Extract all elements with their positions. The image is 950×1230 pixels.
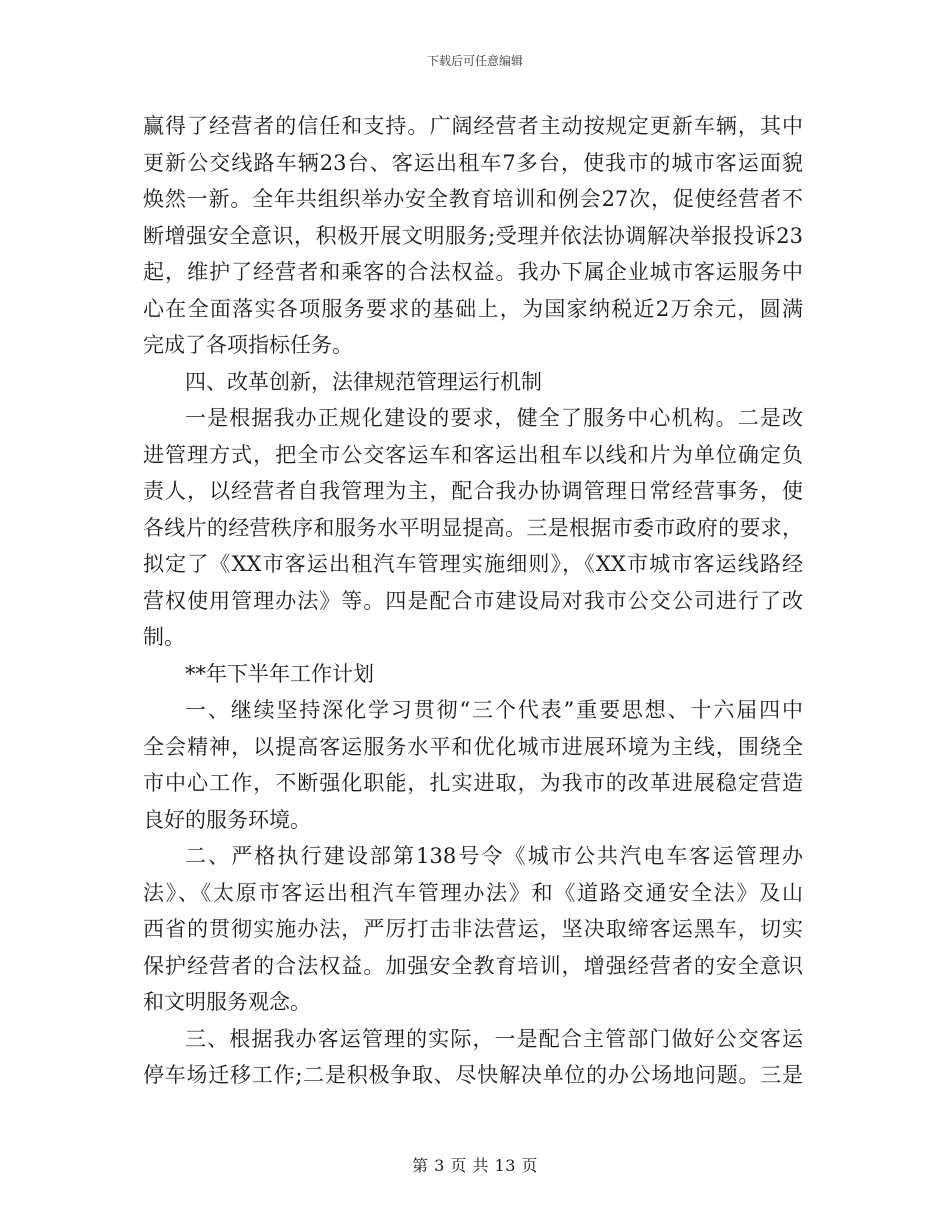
text-line: 西省的贯彻实施办法，严厉打击非法营运，坚决取缔客运黑车，切实 [143, 917, 803, 941]
text-line: 起，维护了经营者和乘客的合法权益。我办下属企业城市客运服务中 [143, 260, 803, 284]
text-line: 营权使用管理办法》等。四是配合市建设局对我市公交公司进行了改 [143, 588, 803, 613]
text-line: 拟定了《XX市客运出租汽车管理实施细则》，《XX市城市客运线路经 [143, 552, 803, 576]
text-line: 法》、《太原市客运出租汽车管理办法》和《道路交通安全法》及山 [143, 880, 803, 905]
text-line: 一、继续坚持深化学习贯彻“三个代表”重要思想、十六届四中 [185, 698, 803, 722]
text-line: 制。 [143, 625, 185, 649]
text-line: 保护经营者的合法权益。加强安全教育培训，增强经营者的安全意识 [143, 953, 803, 978]
text-line: 责人，以经营者自我管理为主，配合我办协调管理日常经营事务，使 [143, 479, 803, 503]
text-line: 一是根据我办正规化建设的要求，健全了服务中心机构。二是改 [185, 406, 803, 430]
text-line: 二、严格执行建设部第138号令《城市公共汽电车客运管理办 [185, 844, 803, 868]
text-line: **年下半年工作计划 [185, 661, 374, 686]
text-line: 停车场迁移工作;二是积极争取、尽快解决单位的办公场地问题。三是 [143, 1063, 803, 1087]
text-line: 和文明服务观念。 [143, 990, 311, 1014]
text-line: 良好的服务环境。 [143, 807, 311, 832]
text-line: 焕然一新。全年共组织举办安全教育培训和例会27次，促使经营者不 [143, 187, 803, 211]
text-line: 赢得了经营者的信任和支持。广阔经营者主动按规定更新车辆，其中 [143, 114, 803, 138]
text-line: 全会精神，以提高客运服务水平和优化城市进展环境为主线，围绕全 [143, 734, 803, 759]
page-footer: 第 3 页 共 13 页 [412, 1156, 538, 1175]
text-line: 四、改革创新，法律规范管理运行机制 [185, 369, 542, 394]
text-line: 断增强安全意识，积极开展文明服务;受理并依法协调解决举报投诉23 [143, 223, 803, 248]
text-line: 更新公交线路车辆23台、客运出租车7多台，使我市的城市客运面貌 [143, 150, 803, 175]
text-line: 市中心工作，不断强化职能，扎实进取，为我市的改革进展稳定营造 [143, 771, 803, 795]
page-header: 下载后可任意编辑 [426, 54, 523, 68]
text-line: 进管理方式，把全市公交客运车和客运出租车以线和片为单位确定负 [143, 442, 803, 467]
text-line: 各线片的经营秩序和服务水平明显提高。三是根据市委市政府的要求， [143, 515, 803, 540]
text-line: 心在全面落实各项服务要求的基础上，为国家纳税近2万余元，圆满 [143, 296, 803, 321]
document-body [143, 108, 803, 1094]
text-line: 三、根据我办客运管理的实际，一是配合主管部门做好公交客运 [185, 1026, 803, 1051]
text-line: 完成了各项指标任务。 [143, 333, 353, 357]
